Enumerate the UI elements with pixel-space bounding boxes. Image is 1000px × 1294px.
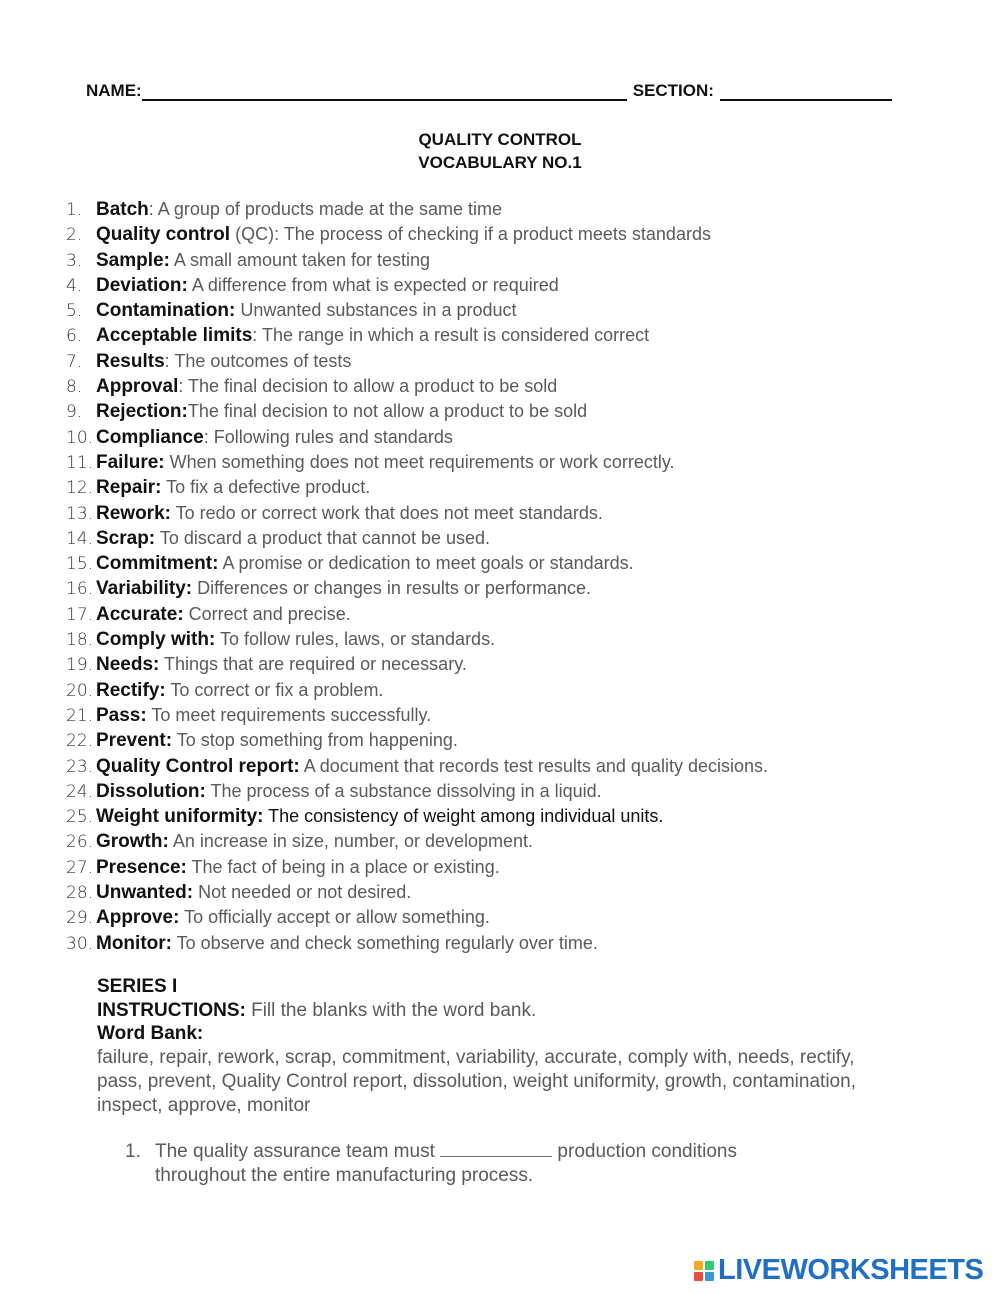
vocab-item [66, 425, 966, 450]
vocab-definition: : The outcomes of tests [164, 350, 352, 371]
vocab-item [66, 349, 966, 374]
title-line-1: QUALITY CONTROL [418, 130, 582, 149]
vocab-number: 17. [66, 604, 94, 625]
vocab-term: Rectify: [96, 679, 166, 701]
vocab-item [66, 501, 966, 526]
liveworksheets-logo [694, 1254, 983, 1287]
vocab-definition: To meet requirements successfully. [146, 704, 432, 725]
vocab-item [66, 399, 966, 424]
vocabulary-list [66, 197, 966, 956]
vocab-item [66, 526, 966, 551]
section-label: SECTION: [632, 81, 714, 100]
vocab-item [66, 298, 966, 323]
vocab-definition: To officially accept or allow something. [179, 907, 490, 928]
vocab-item [66, 652, 966, 677]
question-text [155, 1140, 825, 1188]
vocab-number: 15. [66, 554, 94, 575]
vocab-number: 18. [66, 630, 94, 651]
vocab-term: Rejection: [96, 401, 188, 423]
vocab-item [66, 703, 966, 728]
instructions-label: INSTRUCTIONS: [97, 999, 246, 1021]
instructions [97, 999, 897, 1023]
logo-square-2 [705, 1261, 714, 1270]
vocab-definition: To observe and check something regularly over time. [171, 932, 598, 953]
vocab-number: 20. [66, 680, 94, 701]
vocab-number: 12. [66, 478, 94, 499]
vocab-number: 3. [66, 250, 83, 271]
vocab-definition: Differences or changes in results or performance. [192, 578, 591, 599]
student-info-header [86, 81, 908, 101]
section-field[interactable] [720, 83, 892, 101]
vocab-definition: A difference from what is expected or required [187, 274, 559, 295]
vocab-item [66, 678, 966, 703]
vocab-definition: (QC): The process of checking if a product meets standards [230, 224, 711, 245]
vocab-number: 23. [66, 756, 94, 777]
vocab-item [66, 855, 966, 880]
vocab-number: 11. [66, 452, 94, 473]
vocab-term: Monitor: [96, 932, 172, 954]
vocab-definition: A promise or dedication to meet goals or standards. [218, 553, 634, 574]
vocab-item [66, 880, 966, 905]
vocab-number: 7. [66, 351, 83, 372]
series-section [97, 975, 897, 1118]
vocab-number: 9. [66, 402, 83, 423]
vocab-term: Repair: [96, 477, 162, 499]
vocab-term: Quality control [96, 224, 231, 246]
vocab-term: Unwanted: [96, 882, 194, 904]
vocab-item [66, 450, 966, 475]
vocab-item [66, 248, 966, 273]
vocab-definition: : The range in which a result is considered correct [252, 325, 650, 346]
vocab-term: Approval [96, 376, 179, 398]
vocab-definition: To fix a defective product. [161, 477, 371, 498]
vocab-definition: To follow rules, laws, or standards. [215, 629, 496, 650]
vocab-definition: To correct or fix a problem. [165, 679, 384, 700]
vocab-term: Dissolution: [96, 780, 206, 802]
question-number: 1. [125, 1141, 141, 1162]
vocab-number: 5. [66, 301, 83, 322]
vocab-term: Scrap: [96, 527, 156, 549]
vocab-item [66, 931, 966, 956]
series-title: SERIES I [97, 976, 178, 997]
vocab-term: Variability: [96, 578, 193, 600]
vocab-number: 19. [66, 655, 94, 676]
vocab-definition: : The final decision to allow a product to be sold [178, 376, 558, 397]
vocab-definition: Things that are required or necessary. [159, 654, 467, 675]
vocab-term: Commitment: [96, 553, 219, 575]
vocab-number: 4. [66, 275, 83, 296]
vocab-item [66, 905, 966, 930]
page-title [0, 128, 1000, 174]
vocab-item [66, 754, 966, 779]
vocab-definition: Correct and precise. [183, 603, 351, 624]
vocab-item [66, 779, 966, 804]
logo-grid-icon [694, 1261, 714, 1281]
vocab-term: Pass: [96, 704, 147, 726]
vocab-term: Needs: [96, 654, 160, 676]
vocab-term: Growth: [96, 831, 169, 853]
vocab-definition: The fact of being in a place or existing. [186, 856, 500, 877]
vocab-item [66, 374, 966, 399]
vocab-term: Accurate: [96, 603, 184, 625]
vocab-item [66, 323, 966, 348]
question-1 [125, 1140, 825, 1188]
vocab-term: Sample: [96, 249, 170, 271]
logo-text: LIVEWORKSHEETS [718, 1254, 984, 1286]
vocab-term: Presence: [96, 856, 187, 878]
question-before: The quality assurance team must [155, 1141, 441, 1162]
vocab-number: 1. [66, 200, 83, 220]
vocab-definition: An increase in size, number, or development. [168, 831, 534, 852]
vocab-item [66, 576, 966, 601]
instructions-text: Fill the blanks with the word bank. [245, 999, 537, 1021]
vocab-definition: The consistency of weight among individual units. [263, 806, 664, 827]
vocab-number: 22. [66, 731, 94, 752]
logo-square-4 [705, 1272, 714, 1281]
vocab-number: 10. [66, 427, 94, 448]
vocab-term: Results [96, 350, 165, 372]
vocab-term: Approve: [96, 907, 180, 929]
vocab-definition: To discard a product that cannot be used. [155, 527, 491, 548]
vocab-definition: To stop something from happening. [172, 730, 458, 751]
vocab-item [66, 728, 966, 753]
vocab-definition: Unwanted substances in a product [235, 300, 517, 321]
vocab-number: 29. [66, 908, 94, 929]
vocab-item [66, 829, 966, 854]
vocab-definition: The process of a substance dissolving in a liquid. [205, 780, 602, 801]
vocab-term: Deviation: [96, 274, 188, 296]
word-bank-label: Word Bank: [97, 1023, 204, 1044]
name-field[interactable] [142, 83, 627, 101]
vocab-term: Rework: [96, 502, 171, 524]
vocab-term: Compliance [96, 426, 204, 448]
vocab-definition: : A group of products made at the same time [148, 199, 502, 219]
vocab-item [66, 273, 966, 298]
vocab-term: Prevent: [96, 730, 173, 752]
vocab-term: Weight uniformity: [96, 806, 264, 828]
name-label: NAME: [86, 81, 142, 100]
vocab-number: 26. [66, 832, 94, 853]
vocab-definition: When something does not meet requirements or work correctly. [164, 451, 675, 472]
vocab-item [66, 475, 966, 500]
vocab-number: 24. [66, 781, 94, 802]
vocab-term: Quality Control report: [96, 755, 300, 777]
vocab-number: 13. [66, 503, 94, 524]
vocab-term: Failure: [96, 451, 165, 473]
vocab-number: 14. [66, 528, 94, 549]
vocab-definition: The final decision to not allow a product to be sold [187, 401, 588, 422]
vocab-definition: : Following rules and standards [203, 426, 453, 447]
vocab-item [66, 197, 966, 222]
vocab-definition: A small amount taken for testing [169, 249, 431, 270]
vocab-term: Acceptable limits [96, 325, 253, 347]
vocab-number: 6. [66, 326, 83, 347]
question-after: production conditions throughout the entire manufacturing process. [155, 1141, 737, 1186]
vocab-term: Contamination: [96, 300, 236, 322]
logo-square-3 [694, 1272, 703, 1281]
vocab-number: 28. [66, 883, 94, 904]
title-line-2: VOCABULARY NO.1 [418, 153, 582, 172]
vocab-item [66, 804, 966, 829]
vocab-item [66, 551, 966, 576]
vocab-number: 8. [66, 377, 83, 398]
vocab-definition: To redo or correct work that does not meet standards. [170, 502, 603, 523]
vocab-number: 21. [66, 705, 94, 726]
vocab-number: 16. [66, 579, 94, 600]
vocab-term: Comply with: [96, 629, 216, 651]
vocab-number: 25. [66, 807, 94, 828]
vocab-item [66, 602, 966, 627]
vocab-number: 27. [66, 857, 94, 878]
logo-square-1 [694, 1261, 703, 1270]
vocab-definition: Not needed or not desired. [193, 882, 412, 903]
word-bank-list: failure, repair, rework, scrap, commitment, variability, accurate, comply with, needs, rectify, pass, prevent, Quality Control report, dissolution, weight uniformity, growth, contamination, inspect, approve, monitor [97, 1046, 856, 1116]
vocab-term: Batch [96, 199, 149, 220]
answer-blank-input[interactable] [440, 1140, 552, 1157]
vocab-number: 2. [66, 225, 83, 246]
vocab-item [66, 222, 966, 247]
vocab-item [66, 627, 966, 652]
vocab-definition: A document that records test results and quality decisions. [299, 755, 768, 776]
vocab-number: 30. [66, 933, 94, 954]
